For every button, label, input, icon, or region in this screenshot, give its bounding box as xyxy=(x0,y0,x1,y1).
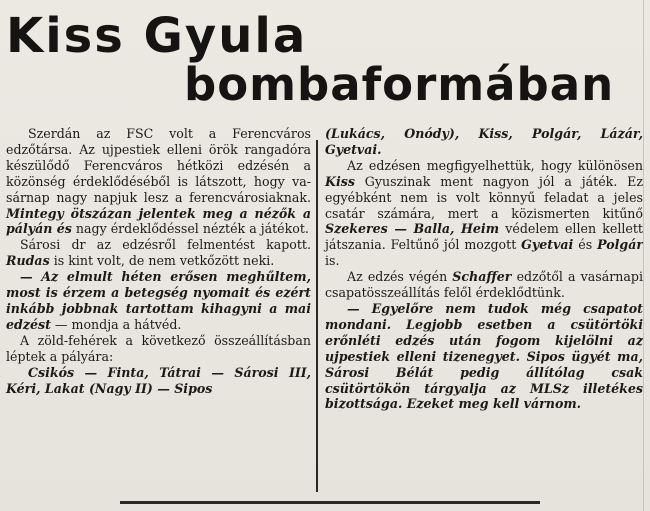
intro-italic: Mintegy ötszázan jelentek meg a nézők a pályán és xyxy=(6,205,311,237)
observation-start: Az edzésen megfigyelhettük, hogy különösen xyxy=(347,157,643,173)
paragraph-lineup xyxy=(6,365,311,397)
paragraph-coach xyxy=(325,269,643,301)
paragraph-observation xyxy=(325,158,643,269)
page-edge xyxy=(643,0,644,511)
headline-line-1: Kiss Gyula xyxy=(6,8,308,64)
paragraph-sarosi xyxy=(6,237,311,269)
lineup-names: Csikós — Finta, Tátrai — Sárosi III, Kéri, Lakat (Nagy II) — Sipos xyxy=(6,364,311,396)
kiss-name: Kiss xyxy=(325,173,355,189)
paragraph-lineup-continued xyxy=(325,126,643,158)
column-divider xyxy=(316,140,318,492)
intro-end: nagy érdeklődéssel nézték a játékot. xyxy=(75,221,309,237)
article-column-left xyxy=(6,126,311,396)
paragraph-lineup-intro xyxy=(6,333,311,365)
bottom-rule xyxy=(120,501,540,504)
rudas-text: is kint volt, de nem vetkőzött neki. xyxy=(53,253,275,269)
paragraph-quote xyxy=(6,269,311,333)
and-word: és xyxy=(578,237,593,253)
intro-text: Szerdán az FSC volt a Ferencváros edzőtársa. Az ujpestiek elleni örök rangadóra készülődő Ferencváros hétközi edzésén a közönség érdeklődéséből is látszott, hogy vasárnap nagy napjuk lesz a ferencvárosiaknak. xyxy=(6,126,311,205)
observation-mid: Gyuszinak ment nagyon jól a játék. Ez egyébként nem is volt könnyű feladat a jeles csatár számára, mert a közismerten kitűnő xyxy=(325,173,643,221)
observation-end: is. xyxy=(325,253,340,269)
paragraph-coach-quote xyxy=(325,301,643,412)
rudas-name: Rudas xyxy=(6,253,50,269)
paragraph-intro xyxy=(6,126,311,237)
coach-quote: — Egyelőre nem tudok még csapatot mondani. Legjobb esetben a csütörtöki erőnléti edzés után fogom kijelölni az ujpestiek elleni tizenegyet. Sipos ügyét ma, Sárosi Bélát pedig állítólag csak csütörtökön tárgyalja az MLSz illetékes bizottsága. Ezeket meg kell várnom. xyxy=(325,300,643,412)
coach-start: Az edzés végén xyxy=(347,269,448,285)
polgar-name: Polgár xyxy=(597,237,643,253)
coach-end: edzőtől a vasárnapi csapatösszeállítás felől érdeklődtünk. xyxy=(325,269,643,301)
headline-line-2: bombaformában xyxy=(184,58,615,111)
gyetvai-name: Gyetvai xyxy=(521,237,574,253)
lineup-continued: (Lukács, Onódy), Kiss, Polgár, Lázár, Gyetvai. xyxy=(325,126,643,157)
quote-attribution: — mondja a hátvéd. xyxy=(54,316,182,332)
article-column-right xyxy=(325,126,643,412)
observation-mid2: védelem ellen kellett játszania. Feltűnő jól mozgott xyxy=(325,221,643,253)
lineup-intro-text: A zöld-fehérek a következő összeállításban léptek a pályára: xyxy=(6,332,311,364)
schaffer-name: Schaffer xyxy=(452,269,512,285)
quote-italic: — Az elmult héten erősen meghűltem, most is érzem a betegség nyomait és ezért inkább jobbnak tartottam kihagyni a mai edzést xyxy=(6,269,311,332)
defense-names: Szekeres — Balla, Heim xyxy=(325,221,500,237)
sarosi-text: Sárosi dr az edzésről felmentést kapott. xyxy=(20,237,311,253)
